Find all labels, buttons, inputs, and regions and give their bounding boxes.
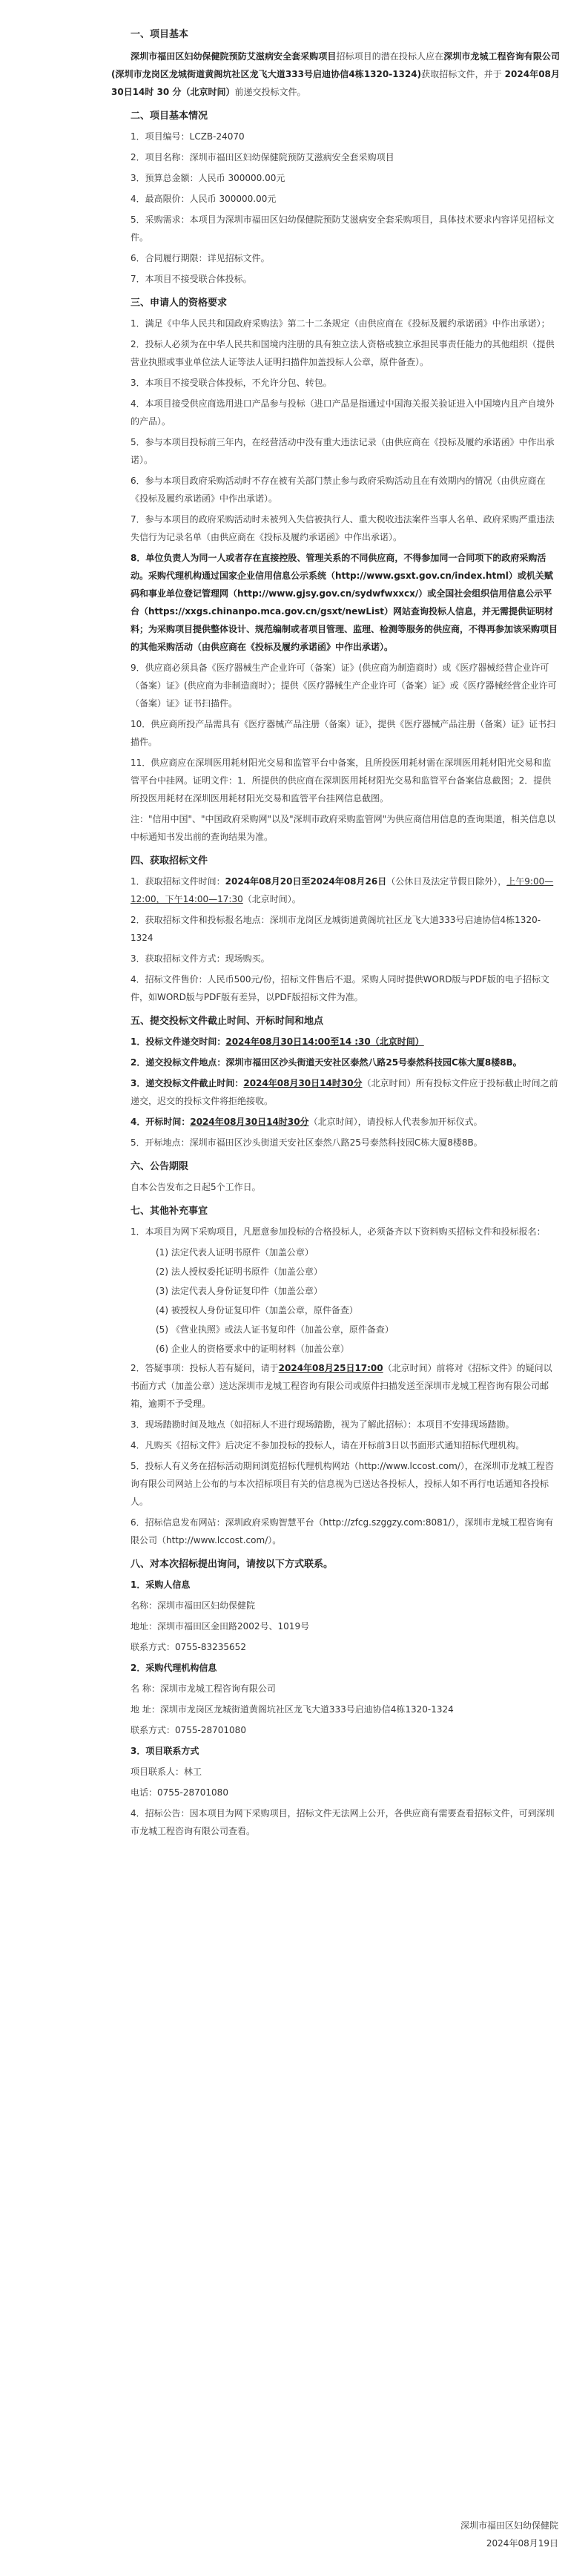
signature-org: 深圳市福田区妇幼保健院 xyxy=(460,2520,558,2531)
qa-deadline: 2024年08月25日17:00 xyxy=(278,1363,383,1373)
basic-info-list-item: 2．项目名称：深圳市福田区妇幼保健院预防艾滋病安全套采购项目 xyxy=(131,152,394,162)
obtain-location: 2．获取招标文件和投标报名地点：深圳市龙岗区龙城街道黄阁坑社区龙飞大道333号启迪协信4栋1320-1324 xyxy=(131,915,541,943)
agency-info xyxy=(111,1680,560,1739)
submit-deadline-label: 3．递交投标文件截止时间： xyxy=(131,1078,244,1088)
qualification-item-8: 8．单位负责人为同一人或者存在直接控股、管理关系的不同供应商，不得参加同一合同项下的政府采购活动。采购代理机构通过国家企业信用信息公示系统（http://www.gsxt.gov.cn/index.html）或机关赋码和事业单位登记管理网（http://www.gjsy.gov.cn/sydwfwxxcx/）或全国社会组织信用信息公示平台（https://xxgs.chinanpo.mca.gov.cn/gsxt/newList）网站查询投标人信息，并无需提供证明材料；为采购项目提供整体设计、规范编制或者项目管理、监理、检测等服务的供应商，不得再参加该采购项目的其他采购活动（由供应商在《投标及履约承诺函》中作出承诺）。 xyxy=(131,553,558,652)
obtain-time-tz: （北京时间）。 xyxy=(242,894,301,904)
other-item-2 xyxy=(111,1359,560,1413)
tender-notice: 4．招标公告：因本项目为网下采购项目，招标文件无法网上公开，各供应商有需要查看招标文件，可到深圳市龙城工程咨询有限公司查看。 xyxy=(131,1808,555,1836)
opening-time-value: 2024年08月30日14时30分 xyxy=(190,1117,309,1127)
opening-time-label: 4．开标时间： xyxy=(131,1117,191,1127)
purchaser-heading: 1．采购人信息 xyxy=(131,1580,191,1590)
required-docs-list-item: (5) 《营业执照》或法人证书复印件（加盖公章，原件备查） xyxy=(156,1324,394,1335)
qualification-list-2-item: 10．供应商所投产品需具有《医疗器械产品注册（备案）证》，提供《医疗器械产品注册（备案）证》证书扫描件。 xyxy=(131,719,556,747)
qualification-list-item: 4．本项目接受供应商选用进口产品参与投标（进口产品是指通过中国海关报关验证进入中国境内且产自境外的产品）。 xyxy=(131,398,555,427)
opening-location: 5．开标地点：深圳市福田区沙头街道天安社区泰然八路25号泰然科技园C栋大厦8楼8B。 xyxy=(131,1137,483,1148)
agency-info-item: 名 称：深圳市龙城工程咨询有限公司 xyxy=(131,1683,276,1694)
qualification-list xyxy=(111,315,560,546)
section-title-contact: 八、对本次招标提出询问，请按以下方式联系。 xyxy=(131,1559,334,1570)
overview-segment: 2024年08月30日14时 30 分（北京时间） xyxy=(111,69,560,97)
other-item-1: 1．本项目为网下采购项目，凡愿意参加投标的合格投标人，必须备齐以下资料购买招标文件和投标报名： xyxy=(131,1226,546,1237)
section-title-basic-info: 二、项目基本情况 xyxy=(131,111,208,122)
submit-time xyxy=(111,1033,560,1051)
agency-info-item: 地 址：深圳市龙岗区龙城街道黄阁坑社区龙飞大道333号启迪协信4栋1320-1324 xyxy=(131,1704,454,1715)
opening-time xyxy=(111,1113,560,1131)
submit-time-value: 2024年08月30日14:00至14 :30（北京时间） xyxy=(225,1036,424,1047)
submit-deadline xyxy=(111,1074,560,1110)
overview-paragraph xyxy=(111,47,560,101)
section-title-submission: 五、提交投标文件截止时间、开标时间和地点 xyxy=(131,1016,324,1027)
obtain-time-dates: 2024年08月20日至2024年08月26日 xyxy=(225,876,387,887)
overview-segment: 前递交投标文件。 xyxy=(234,87,306,97)
project-contact-info-item: 电话：0755-28701080 xyxy=(131,1787,228,1798)
obtain-method: 3．获取招标文件方式：现场购买。 xyxy=(131,953,270,964)
project-contact-info-item: 项目联系人：林工 xyxy=(131,1767,202,1777)
other-item-4: 4．凡购买《招标文件》后决定不参加投标的投标人，请在开标前3日以书面形式通知招标代理机构。 xyxy=(131,1440,525,1450)
purchaser-info xyxy=(111,1597,560,1656)
required-docs-list-item: (2) 法人授权委托证明书原件（加盖公章） xyxy=(156,1266,323,1277)
other-item-3: 3．现场踏勘时间及地点（如招标人不进行现场踏勘，视为了解此招标）：本项目不安排现场踏勘。 xyxy=(131,1419,515,1430)
purchaser-info-item: 地址：深圳市福田区金田路2002号、1019号 xyxy=(131,1621,310,1632)
overview-segment: 深圳市龙城工程咨询有限公司(深圳市龙岗区龙城街道黄阁坑社区龙飞大道333号启迪协信4栋1320-1324) xyxy=(111,51,560,79)
opening-time-note: （北京时间），请投标人代表参加开标仪式。 xyxy=(308,1117,483,1127)
qualification-list-item: 3．本项目不接受联合体投标，不允许分包、转包。 xyxy=(131,378,332,388)
qualification-list-2-item: 11．供应商应在深圳医用耗材阳光交易和监管平台中备案，且所投医用耗材需在深圳医用耗材阳光交易和监管平台中挂网。证明文件：1．所提供的供应商在深圳医用耗材阳光交易和监管平台备案信息截图；2．提供所投医用耗材在深圳医用耗材阳光交易和监管平台挂网信息截图。 xyxy=(131,758,552,804)
qualification-list-item: 6．参与本项目政府采购活动时不存在被有关部门禁止参与政府采购活动且在有效期内的情况（由供应商在《投标及履约承诺函》中作出承诺）。 xyxy=(131,476,546,504)
agency-info-item: 联系方式：0755-28701080 xyxy=(131,1725,246,1735)
basic-info-list-item: 5．采购需求：本项目为深圳市福田区妇幼保健院预防艾滋病安全套采购项目，具体技术要求内容详见招标文件。 xyxy=(131,214,555,243)
submit-time-label: 1．投标文件递交时间： xyxy=(131,1036,226,1047)
announcement-body xyxy=(111,16,560,1843)
qualification-list-item: 7．参与本项目的政府采购活动时未被列入失信被执行人、重大税收违法案件当事人名单、政府采购严重违法失信行为记录名单（由供应商在《投标及履约承诺函》中作出承诺）。 xyxy=(131,514,555,542)
obtain-price: 4．招标文件售价：人民币500元/份，招标文件售后不退。采购人同时提供WORD版与PDF版的电子招标文件，如WORD版与PDF版有差异，以PDF版招标文件为准。 xyxy=(131,974,549,1002)
required-docs-list-item: (1) 法定代表人证明书原件（加盖公章） xyxy=(156,1247,314,1258)
qualification-list-item: 2．投标人必须为在中华人民共和国境内注册的具有独立法人资格或独立承担民事责任能力的其他组织（提供营业执照或事业单位法人证等法人证明扫描件加盖投标人公章，原件备查）。 xyxy=(131,339,555,367)
basic-info-list-item: 4．最高限价：人民币 300000.00元 xyxy=(131,194,277,204)
required-docs-list-item: (4) 被授权人身份证复印件（加盖公章，原件备查） xyxy=(156,1305,358,1315)
submit-deadline-value: 2024年08月30日14时30分 xyxy=(243,1078,363,1088)
qa-label: 2．答疑事项：投标人若有疑问，请于 xyxy=(131,1363,279,1373)
section-title-other: 七、其他补充事宜 xyxy=(131,1206,208,1217)
agency-heading: 2．采购代理机构信息 xyxy=(131,1663,217,1673)
basic-info-list-item: 1．项目编号：LCZB-24070 xyxy=(131,131,245,142)
period-text: 自本公告发布之日起5个工作日。 xyxy=(131,1182,261,1192)
other-item-5: 5．投标人有义务在招标活动期间浏览招标代理机构网站（http://www.lccost.com/），在深圳市龙城工程咨询有限公司网站上公布的与本次招标项目有关的信息视为已送达各投标人，投标人如不再行电话通知各投标人。 xyxy=(131,1461,554,1507)
overview-segment: 招标项目的潜在投标人应在 xyxy=(336,51,444,62)
signature-date: 2024年08月19日 xyxy=(486,2538,558,2549)
qualification-list-2-item: 9．供应商必须具备《医疗器械生产企业许可（备案）证》(供应商为制造商时）或《医疗器械经营企业许可（备案）证》(供应商为非制造商时）；提供《医疗器械生产企业许可（备案）证》或《医疗器械经营企业许可（备案）证》证书扫描件。 xyxy=(131,663,557,709)
basic-info-list-item: 3．预算总金额：人民币 300000.00元 xyxy=(131,173,285,183)
required-docs-list-item: (3) 法定代表人身份证复印件（加盖公章） xyxy=(156,1286,323,1296)
overview-segment: 深圳市福田区妇幼保健院预防艾滋病安全套采购项目 xyxy=(131,51,337,62)
obtain-time-hours: 上午9:00—12:00，下午14:00—17:30 xyxy=(131,876,554,904)
section-title-qualifications: 三、申请人的资格要求 xyxy=(131,298,228,309)
overview-segment: 获取招标文件，并于 xyxy=(421,69,505,79)
qualification-list-item: 1．满足《中华人民共和国政府采购法》第二十二条规定（由供应商在《投标及履约承诺函》中作出承诺）； xyxy=(131,318,550,329)
signature-block xyxy=(460,2517,558,2552)
obtain-time-label: 1．获取招标文件时间： xyxy=(131,876,225,887)
required-docs-list-item: (6) 企业人的资格要求中的证明材料（加盖公章） xyxy=(156,1344,349,1354)
required-docs-list xyxy=(111,1243,560,1358)
other-item-6: 6．招标信息发布网站：深圳政府采购智慧平台（http://zfcg.szggzy.com:8081/），深圳市龙城工程咨询有限公司（http://www.lccost.com/）。 xyxy=(131,1517,554,1545)
obtain-time xyxy=(111,873,560,908)
qualification-list-item: 5．参与本项目投标前三年内，在经营活动中没有重大违法记录（由供应商在《投标及履约承诺函》中作出承诺）。 xyxy=(131,437,555,465)
credit-note: 注："信用中国"、"中国政府采购网"以及"深圳市政府采购监管网"为供应商信用信息的查询渠道，相关信息以中标通知书发出前的查询结果为准。 xyxy=(131,814,556,842)
submit-location: 2．递交投标文件地点：深圳市福田区沙头街道天安社区泰然八路25号泰然科技园C栋大厦8楼8B。 xyxy=(131,1057,522,1068)
section-title-obtain-docs: 四、获取招标文件 xyxy=(131,855,208,867)
basic-info-list xyxy=(111,128,560,288)
purchaser-info-item: 联系方式：0755-83235652 xyxy=(131,1642,246,1652)
section-title-period: 六、公告期限 xyxy=(131,1161,189,1172)
submit-deadline-note: （北京时间）所有投标文件应于投标截止时间之前递交，迟交的投标文件将拒绝接收。 xyxy=(131,1078,558,1106)
project-contact-heading: 3．项目联系方式 xyxy=(131,1746,199,1756)
qualification-list-2 xyxy=(111,659,560,807)
purchaser-info-item: 名称：深圳市福田区妇幼保健院 xyxy=(131,1600,256,1611)
basic-info-list-item: 6．合同履行期限：详见招标文件。 xyxy=(131,253,270,263)
project-contact-info xyxy=(111,1763,560,1801)
obtain-time-note: （公休日及法定节假日除外）， xyxy=(386,876,507,887)
basic-info-list-item: 7．本项目不接受联合体投标。 xyxy=(131,274,252,284)
qa-note: （北京时间）前将对《招标文件》的疑问以书面方式（加盖公章）送达深圳市龙城工程咨询有限公司或原件扫描发送至深圳市龙城工程咨询有限公司邮箱，逾期不予受理。 xyxy=(131,1363,552,1409)
section-title-overview: 一、项目基本 xyxy=(131,29,189,40)
